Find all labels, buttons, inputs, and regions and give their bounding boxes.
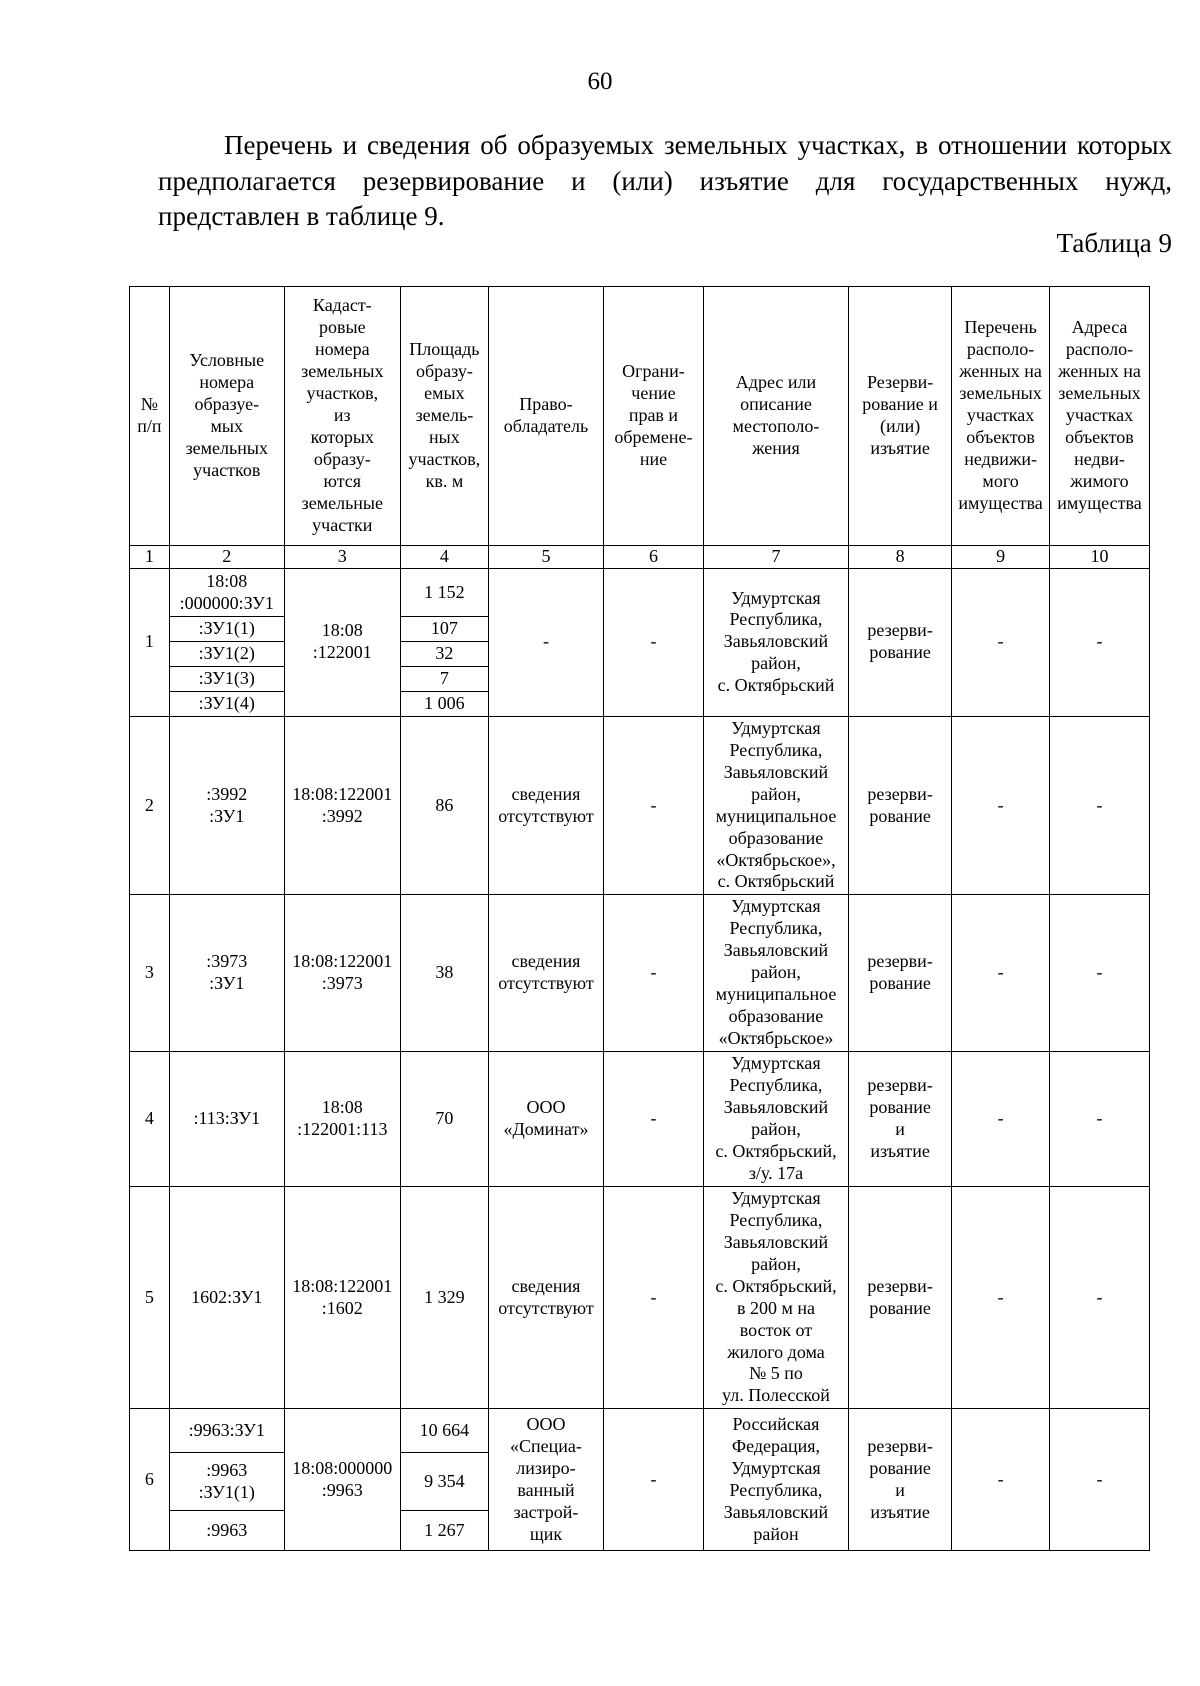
address: Удмуртская Республика, Завьяловский район, муниципальное образование «Октябрьское», с. Октябрьский bbox=[703, 716, 848, 895]
plot-area: 38 bbox=[400, 895, 488, 1052]
column-number: 4 bbox=[400, 546, 488, 569]
restriction: - bbox=[603, 1186, 703, 1409]
reservation: резерви- рование и изъятие bbox=[849, 1052, 952, 1187]
plot-area: 10 664 bbox=[400, 1409, 488, 1453]
column-number-row bbox=[130, 546, 1150, 569]
table-row bbox=[130, 1052, 1150, 1187]
reservation: резерви- рование и изъятие bbox=[849, 1409, 952, 1551]
cadastral-number: 18:08:122001 :3992 bbox=[284, 716, 400, 895]
reservation: резерви- рование bbox=[849, 716, 952, 895]
restriction: - bbox=[603, 1409, 703, 1551]
header-cell: Резерви- рование и (или) изъятие bbox=[849, 287, 952, 546]
reservation: резерви- рование bbox=[849, 895, 952, 1052]
header-cell: Адрес или описание местополо- жения bbox=[703, 287, 848, 546]
intro-paragraph: Перечень и сведения об образуемых земельных участках, в отношении которых предполагается резервирование и (или) изъятие для государственных нужд, представлен в таблице 9. bbox=[158, 130, 1172, 232]
plot-area: 1 006 bbox=[400, 691, 488, 716]
real-estate-addresses: - bbox=[1049, 716, 1149, 895]
real-estate-addresses: - bbox=[1049, 1052, 1149, 1187]
land-plots-table bbox=[129, 286, 1150, 1551]
header-cell: Перечень располо- женных на земельных участках объектов недвижи- мого имущества bbox=[952, 287, 1050, 546]
plot-area: 86 bbox=[400, 716, 488, 895]
real-estate-addresses: - bbox=[1049, 1186, 1149, 1409]
conditional-number: :9963:ЗУ1 bbox=[169, 1409, 284, 1453]
plot-area: 7 bbox=[400, 666, 488, 691]
restriction: - bbox=[603, 1052, 703, 1187]
real-estate-objects: - bbox=[952, 1409, 1050, 1551]
plot-area: 1 267 bbox=[400, 1511, 488, 1551]
address: Удмуртская Республика, Завьяловский район, муниципальное образование «Октябрьское» bbox=[703, 895, 848, 1052]
plot-area: 107 bbox=[400, 617, 488, 642]
conditional-number: :ЗУ1(3) bbox=[169, 666, 284, 691]
rights-holder: сведения отсутствуют bbox=[488, 1186, 603, 1409]
reservation: резерви- рование bbox=[849, 1186, 952, 1409]
real-estate-addresses: - bbox=[1049, 1409, 1149, 1551]
restriction: - bbox=[603, 895, 703, 1052]
column-number: 1 bbox=[130, 546, 170, 569]
table-row bbox=[130, 569, 1150, 617]
rights-holder: ООО «Специа- лизиро- ванный застрой- щик bbox=[488, 1409, 603, 1551]
table-row bbox=[130, 1186, 1150, 1409]
address: Удмуртская Республика, Завьяловский район, с. Октябрьский, з/у. 17а bbox=[703, 1052, 848, 1187]
rights-holder: сведения отсутствуют bbox=[488, 716, 603, 895]
conditional-number: :ЗУ1(2) bbox=[169, 641, 284, 666]
conditional-number: :113:ЗУ1 bbox=[169, 1052, 284, 1187]
reservation: резерви- рование bbox=[849, 569, 952, 717]
cadastral-number: 18:08:122001 :3973 bbox=[284, 895, 400, 1052]
column-number: 5 bbox=[488, 546, 603, 569]
conditional-number: :ЗУ1(4) bbox=[169, 691, 284, 716]
restriction: - bbox=[603, 716, 703, 895]
column-number: 9 bbox=[952, 546, 1050, 569]
conditional-number: :3992 :ЗУ1 bbox=[169, 716, 284, 895]
header-cell: Площадь образу- емых земель- ных участков, кв. м bbox=[400, 287, 488, 546]
address: Удмуртская Республика, Завьяловский район, с. Октябрьский bbox=[703, 569, 848, 717]
restriction: - bbox=[603, 569, 703, 717]
row-number: 2 bbox=[130, 716, 170, 895]
row-number: 6 bbox=[130, 1409, 170, 1551]
cadastral-number: 18:08 :122001:113 bbox=[284, 1052, 400, 1187]
row-number: 3 bbox=[130, 895, 170, 1052]
column-number: 8 bbox=[849, 546, 952, 569]
table-row bbox=[130, 895, 1150, 1052]
cadastral-number: 18:08 :122001 bbox=[284, 569, 400, 717]
header-cell: Кадаст- ровые номера земельных участков, из которых образу- ются земельные участки bbox=[284, 287, 400, 546]
real-estate-objects: - bbox=[952, 569, 1050, 717]
rights-holder: сведения отсутствуют bbox=[488, 895, 603, 1052]
conditional-number: :3973 :ЗУ1 bbox=[169, 895, 284, 1052]
conditional-number: 1602:ЗУ1 bbox=[169, 1186, 284, 1409]
header-cell: Ограни- чение прав и обремене- ние bbox=[603, 287, 703, 546]
table-row bbox=[130, 1409, 1150, 1453]
column-number: 10 bbox=[1049, 546, 1149, 569]
header-cell: Адреса располо- женных на земельных участках объектов недви- жимого имущества bbox=[1049, 287, 1149, 546]
real-estate-objects: - bbox=[952, 895, 1050, 1052]
conditional-number: :9963 :ЗУ1(1) bbox=[169, 1453, 284, 1511]
plot-area: 9 354 bbox=[400, 1453, 488, 1511]
header-cell: Право- обладатель bbox=[488, 287, 603, 546]
table-caption: Таблица 9 bbox=[1056, 228, 1172, 258]
real-estate-objects: - bbox=[952, 1186, 1050, 1409]
header-cell: № п/п bbox=[130, 287, 170, 546]
conditional-number: 18:08 :000000:ЗУ1 bbox=[169, 569, 284, 617]
page-number: 60 bbox=[587, 68, 613, 95]
real-estate-objects: - bbox=[952, 716, 1050, 895]
column-number: 7 bbox=[703, 546, 848, 569]
address: Российская Федерация, Удмуртская Республика, Завьяловский район bbox=[703, 1409, 848, 1551]
conditional-number: :9963 bbox=[169, 1511, 284, 1551]
real-estate-objects: - bbox=[952, 1052, 1050, 1187]
conditional-number: :ЗУ1(1) bbox=[169, 617, 284, 642]
plot-area: 32 bbox=[400, 641, 488, 666]
cadastral-number: 18:08:122001 :1602 bbox=[284, 1186, 400, 1409]
column-number: 3 bbox=[284, 546, 400, 569]
cadastral-number: 18:08:000000 :9963 bbox=[284, 1409, 400, 1551]
header-cell: Условные номера образуе- мых земельных участков bbox=[169, 287, 284, 546]
column-number: 6 bbox=[603, 546, 703, 569]
table-row bbox=[130, 716, 1150, 895]
rights-holder: ООО «Доминат» bbox=[488, 1052, 603, 1187]
column-number: 2 bbox=[169, 546, 284, 569]
row-number: 1 bbox=[130, 569, 170, 717]
plot-area: 1 152 bbox=[400, 569, 488, 617]
real-estate-addresses: - bbox=[1049, 569, 1149, 717]
real-estate-addresses: - bbox=[1049, 895, 1149, 1052]
table-header-row bbox=[130, 287, 1150, 546]
row-number: 5 bbox=[130, 1186, 170, 1409]
row-number: 4 bbox=[130, 1052, 170, 1187]
plot-area: 70 bbox=[400, 1052, 488, 1187]
address: Удмуртская Республика, Завьяловский район, с. Октябрьский, в 200 м на восток от жилого дома № 5 по ул. Полесской bbox=[703, 1186, 848, 1409]
rights-holder: - bbox=[488, 569, 603, 717]
plot-area: 1 329 bbox=[400, 1186, 488, 1409]
